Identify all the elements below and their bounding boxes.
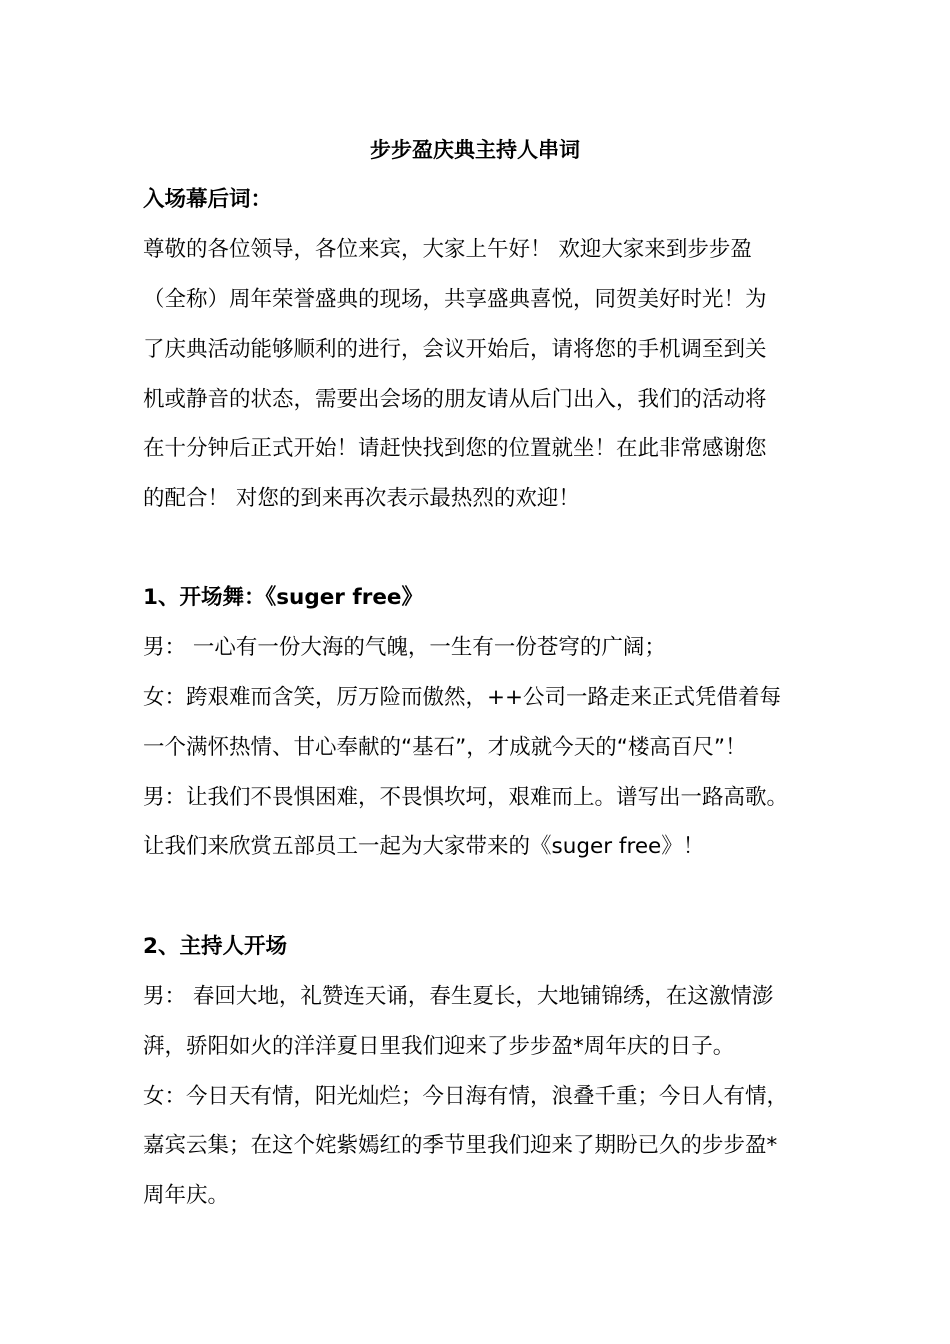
- section2-heading: 2、主持人开场: [143, 934, 287, 959]
- section2-line: 男： 春回大地，礼赞连天诵，春生夏长，大地铺锦绣，在这激情澎: [143, 984, 774, 1009]
- document-title: 步步盈庆典主持人串词: [370, 138, 580, 162]
- section2-line: 湃，骄阳如火的洋洋夏日里我们迎来了步步盈*周年庆的日子。: [143, 1034, 735, 1059]
- intro-line: 了庆典活动能够顺利的进行，会议开始后，请将您的手机调至到关: [143, 337, 767, 362]
- intro-heading: 入场幕后词：: [143, 187, 273, 212]
- section1-line: 让我们来欣赏五部员工一起为大家带来的《suger free》！: [143, 834, 705, 859]
- section2-line: 周年庆。: [143, 1183, 230, 1208]
- intro-line: 尊敬的各位领导，各位来宾，大家上午好！ 欢迎大家来到步步盈: [143, 237, 752, 262]
- section2-line: 嘉宾云集；在这个姹紫嫣红的季节里我们迎来了期盼已久的步步盈*: [143, 1133, 778, 1158]
- section1-line: 一个满怀热情、甘心奉献的“基石”，才成就今天的“楼高百尺”！: [143, 735, 747, 760]
- intro-line: 的配合！ 对您的到来再次表示最热烈的欢迎！: [143, 486, 580, 511]
- section1-line: 女：跨艰难而含笑，厉万险而傲然，++公司一路走来正式凭借着每: [143, 685, 782, 710]
- intro-line: 在十分钟后正式开始！请赶快找到您的位置就坐！在此非常感谢您: [143, 436, 767, 461]
- section1-line: 男： 一心有一份大海的气魄，一生有一份苍穹的广阔；: [143, 635, 666, 660]
- section2-line: 女：今日天有情，阳光灿烂；今日海有情，浪叠千重；今日人有情，: [143, 1084, 789, 1109]
- section1-heading: 1、开场舞：《suger free》: [143, 585, 423, 610]
- intro-line: 机或静音的状态，需要出会场的朋友请从后门出入，我们的活动将: [143, 387, 767, 412]
- intro-line: （全称）周年荣誉盛典的现场，共享盛典喜悦，同贺美好时光！为: [143, 287, 767, 312]
- section1-line: 男：让我们不畏惧困难，不畏惧坎坷，艰难而上。谱写出一路高歌。: [143, 785, 789, 810]
